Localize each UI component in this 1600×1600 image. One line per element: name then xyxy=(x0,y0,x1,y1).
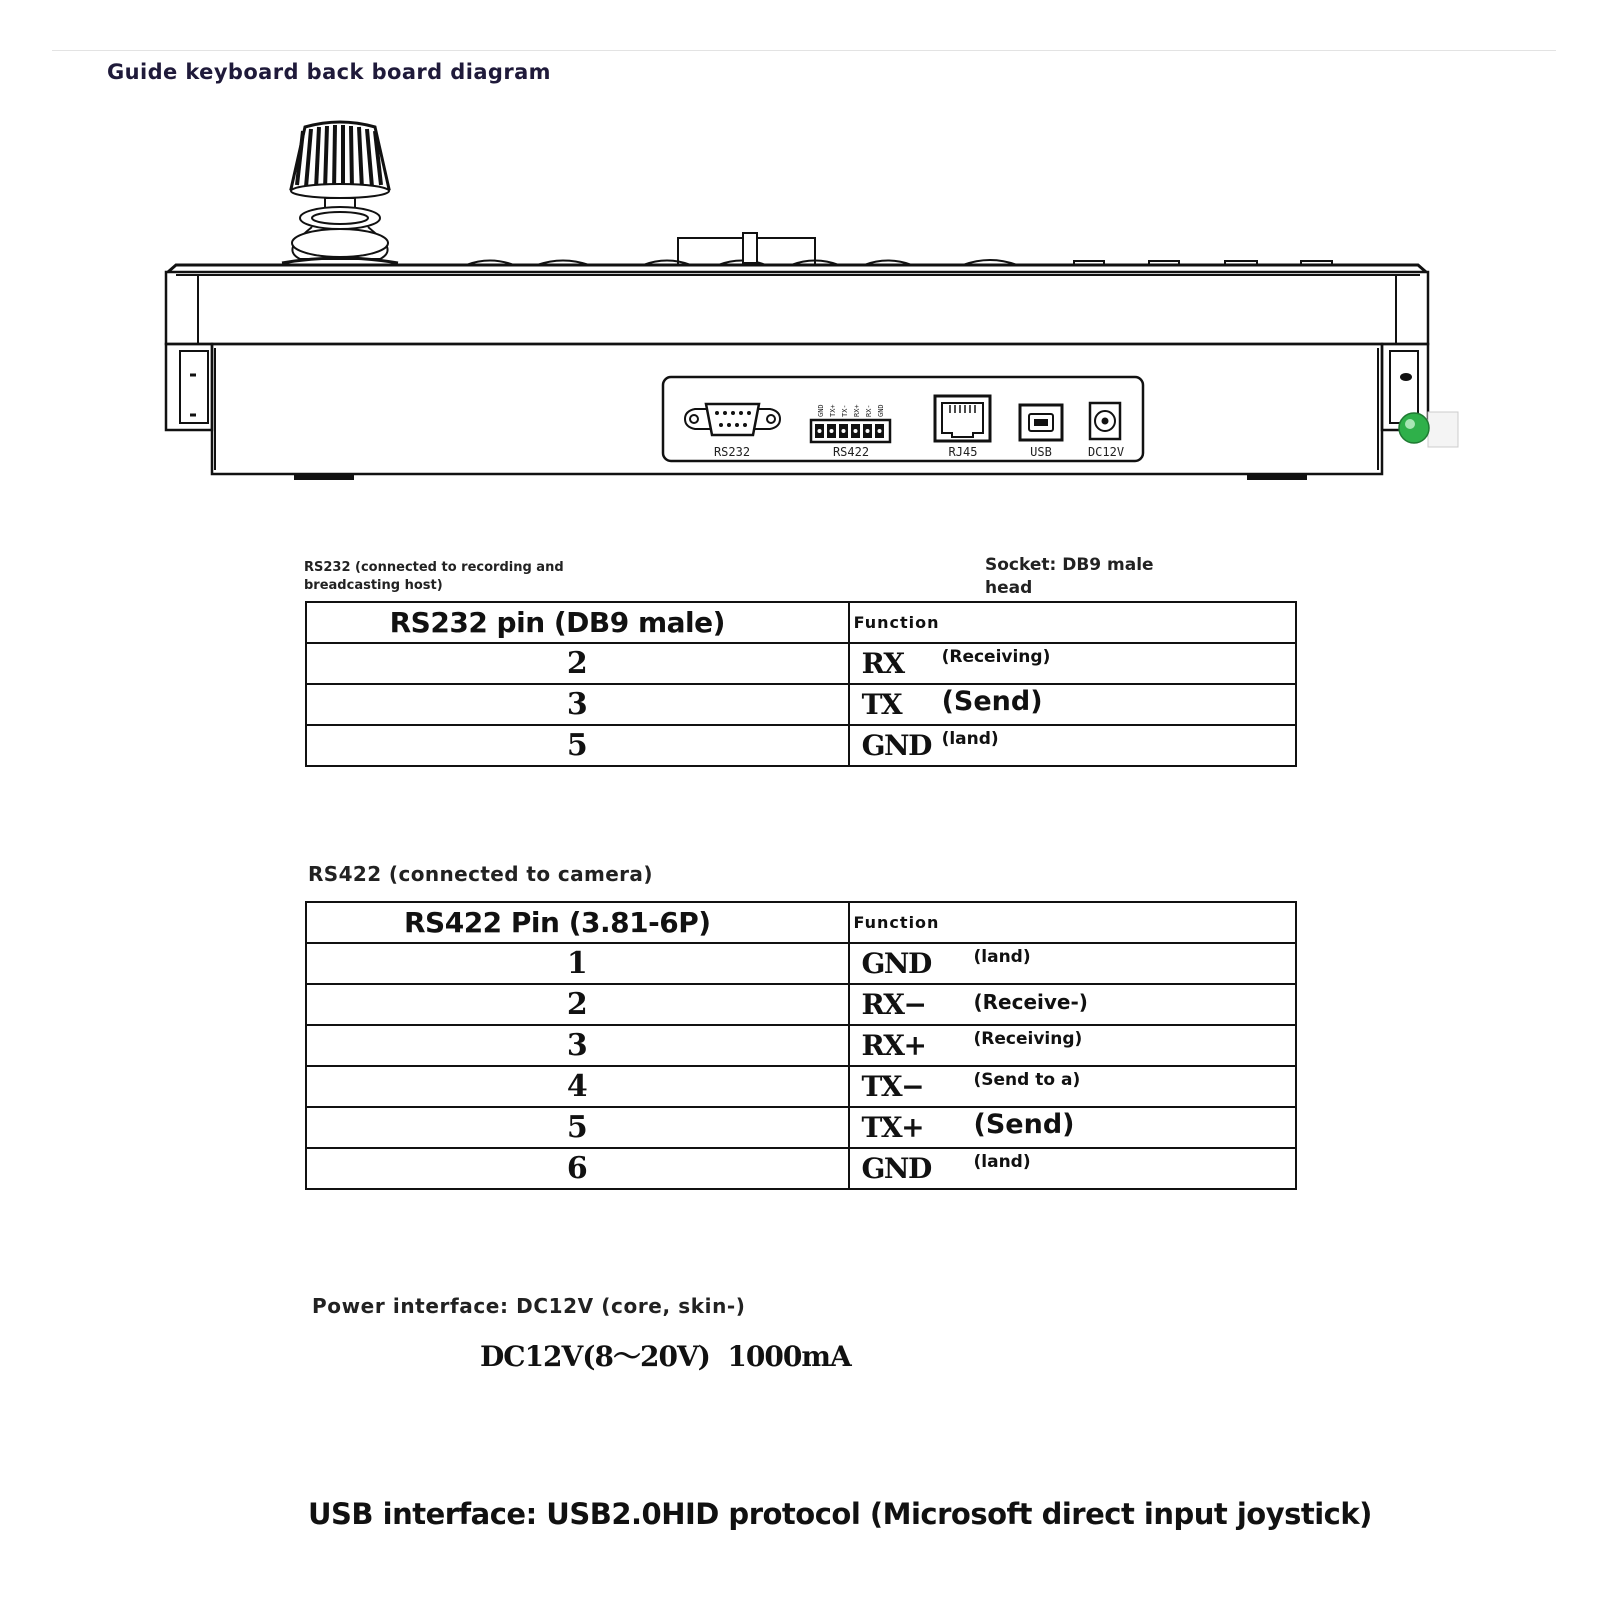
rs232-note xyxy=(304,559,564,595)
signal-description: (Receiving) xyxy=(973,1028,1083,1049)
signal-description: (Receive-) xyxy=(973,989,1088,1014)
rs422-pin-label-1: GND xyxy=(817,404,825,417)
signal-name: GND xyxy=(861,1152,931,1185)
table-row xyxy=(306,725,1296,766)
socket-note-line-2: head xyxy=(985,578,1033,598)
usb-interface-label: USB interface: USB2.0HID protocol (Microsoft direct input joystick) xyxy=(308,1497,1372,1531)
table-row xyxy=(306,943,1296,984)
signal-description: (Receiving) xyxy=(941,646,1051,667)
rs232-pin-table xyxy=(305,601,1297,767)
rs422-pin-label-5: RX- xyxy=(865,404,873,417)
signal-name: TX+ xyxy=(861,1111,924,1144)
socket-note-line-1: Socket: DB9 male xyxy=(985,555,1154,575)
header-function-label: Function xyxy=(853,913,940,932)
signal-description: (land) xyxy=(973,1151,1031,1172)
signal-description: (land) xyxy=(941,728,999,749)
table-row xyxy=(306,1148,1296,1189)
top-rule xyxy=(52,50,1556,51)
power-interface-label: Power interface: DC12V (core, skin-) xyxy=(312,1294,746,1318)
pin-number: 2 xyxy=(566,987,588,1022)
signal-description: (Send to a) xyxy=(973,1069,1081,1090)
port-label-rj45: RJ45 xyxy=(948,445,978,459)
power-spec-value: DC12V(8～20V) 1000mA xyxy=(480,1340,851,1373)
port-label-rs422: RS422 xyxy=(832,445,870,459)
rs232-note-line-1: RS232 (connected to recording and xyxy=(304,560,564,575)
header-pin-cell xyxy=(306,602,849,643)
port-label-dc12v: DC12V xyxy=(1087,445,1125,459)
port-label-rs232: RS232 xyxy=(713,445,751,459)
signal-name: GND xyxy=(861,729,931,762)
rs422-pin-table xyxy=(305,901,1297,1190)
pin-number: 3 xyxy=(566,1028,588,1063)
rs232-note-line-2: breadcasting host) xyxy=(304,578,443,593)
table-row xyxy=(306,684,1296,725)
signal-description: (Send) xyxy=(973,1109,1075,1140)
keyboard-back-diagram xyxy=(0,115,1600,500)
port-label-usb: USB xyxy=(1030,445,1052,459)
table-row xyxy=(306,1025,1296,1066)
pin-number: 2 xyxy=(566,646,588,681)
header-pin-cell xyxy=(306,902,849,943)
pin-number: 3 xyxy=(566,687,588,722)
header-function-cell xyxy=(849,602,1296,643)
header-function-cell xyxy=(849,902,1296,943)
header-pin-label: RS422 Pin (3.81-6P) xyxy=(403,906,711,939)
pin-number: 5 xyxy=(566,728,588,763)
signal-name: RX− xyxy=(861,988,926,1021)
rs422-section-label: RS422 (connected to camera) xyxy=(308,862,653,886)
pin-number: 5 xyxy=(566,1110,588,1145)
rs422-pin-label-6: GND xyxy=(877,404,885,417)
signal-name: RX+ xyxy=(861,1029,926,1062)
signal-name: TX− xyxy=(861,1070,924,1103)
rs422-pin-label-3: TX- xyxy=(841,404,849,417)
pin-number: 1 xyxy=(566,946,588,981)
signal-description: (Send) xyxy=(941,686,1043,717)
table-row xyxy=(306,1107,1296,1148)
table-row xyxy=(306,984,1296,1025)
rs422-pin-label-4: RX+ xyxy=(853,404,861,417)
table-header-row xyxy=(306,902,1296,943)
pin-number: 4 xyxy=(566,1069,588,1104)
socket-note xyxy=(985,554,1154,600)
table-row xyxy=(306,1066,1296,1107)
header-function-label: Function xyxy=(853,613,940,632)
table-row xyxy=(306,643,1296,684)
signal-name: GND xyxy=(861,947,931,980)
signal-name: RX xyxy=(861,647,904,680)
rs422-pin-label-2: TX+ xyxy=(829,404,837,417)
header-pin-label: RS232 pin (DB9 male) xyxy=(389,606,725,639)
pin-number: 6 xyxy=(566,1151,588,1186)
signal-name: TX xyxy=(861,688,902,721)
signal-description: (land) xyxy=(973,946,1031,967)
table-header-row xyxy=(306,602,1296,643)
page-title: Guide keyboard back board diagram xyxy=(107,60,551,84)
